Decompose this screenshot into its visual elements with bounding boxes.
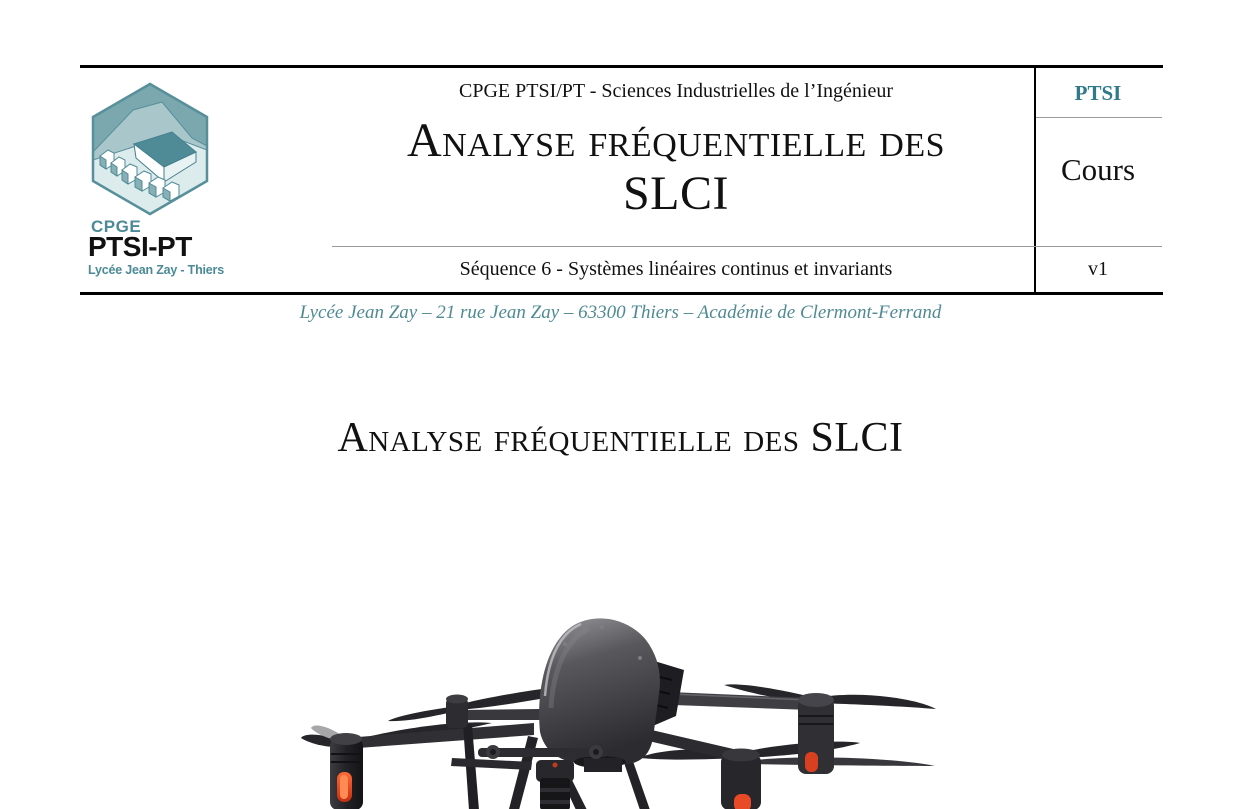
quadcopter-drone-icon xyxy=(300,612,944,809)
sequence-top-rule xyxy=(332,246,1162,247)
page-title: Analyse fréquentielle des SLCI xyxy=(337,415,904,461)
logo-school-label: Lycée Jean Zay - Thiers xyxy=(88,263,224,277)
drone-photo xyxy=(300,612,944,809)
school-logo xyxy=(88,82,218,221)
logo-cpge-label: CPGE xyxy=(91,217,142,236)
header-subject: CPGE PTSI/PT - Sciences Industrielles de l’Ingénieur xyxy=(458,80,893,102)
logo-name-label: PTSI-PT xyxy=(88,231,192,262)
hexagon-mountain-logo-icon xyxy=(88,82,212,216)
header-bottom-rule xyxy=(80,292,1163,295)
header-doc-title-line1: Analyse fréquentielle des xyxy=(406,114,946,167)
header-version: v1 xyxy=(1088,258,1108,280)
track-underline-rule xyxy=(1036,117,1162,118)
header-doc-title xyxy=(356,114,996,220)
header-top-rule xyxy=(80,65,1163,68)
school-address-line: Lycée Jean Zay – 21 rue Jean Zay – 63300 Thiers – Académie de Clermont-Ferrand xyxy=(299,302,942,323)
header-doc-title-line2: SLCI xyxy=(622,167,729,220)
header-doc-type: Cours xyxy=(1060,152,1136,187)
header-sequence: Séquence 6 - Systèmes linéaires continus et invariants xyxy=(459,258,893,280)
header-track: PTSI xyxy=(1074,81,1122,105)
